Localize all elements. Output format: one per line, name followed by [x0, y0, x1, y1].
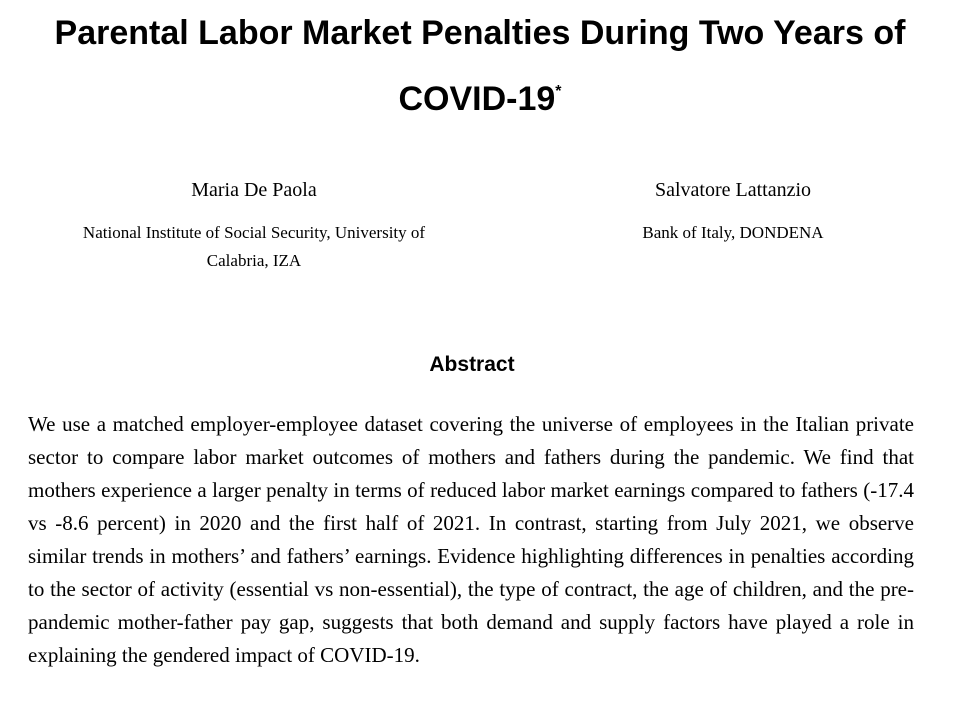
title-footnote-mark[interactable]: * — [555, 82, 562, 100]
paper-title — [0, 0, 960, 132]
abstract-heading: Abstract — [429, 353, 515, 376]
author-affiliation — [34, 219, 474, 275]
author-affiliation-line-2: Calabria, IZA — [206, 251, 302, 270]
author-block-de-paola — [34, 178, 474, 275]
paper-title-line-2: COVID-19 — [398, 80, 556, 118]
author-affiliation-line-1: National Institute of Social Security, University of — [82, 223, 426, 242]
author-affiliation-line-1: Bank of Italy, DONDENA — [642, 223, 824, 242]
author-block-lattanzio — [590, 178, 876, 247]
author-name: Maria De Paola — [191, 179, 317, 201]
author-affiliation — [590, 219, 876, 247]
author-name: Salvatore Lattanzio — [654, 179, 812, 201]
abstract-text: We use a matched employer-employee dataset covering the universe of employees in the Italian private sector to compare labor market outcomes of mothers and fathers during the pandemic. We find that mothers experience a larger penalty in terms of reduced labor market earnings compared to fathers (-17.4 vs -8.6 percent) in 2020 and the first half of 2021. In contrast, starting from July 2021, we observe similar trends in mothers’ and fathers’ earnings. Evidence highlighting differences in penalties according to the sector of activity (essential vs non-essential), the type of contract, the age of children, and the pre-pandemic mother-father pay gap, suggests that both demand and supply factors have played a role in explaining the gendered impact of COVID-19. — [28, 412, 914, 667]
paper-title-line-1: Parental Labor Market Penalties During Two Years of — [54, 14, 906, 52]
